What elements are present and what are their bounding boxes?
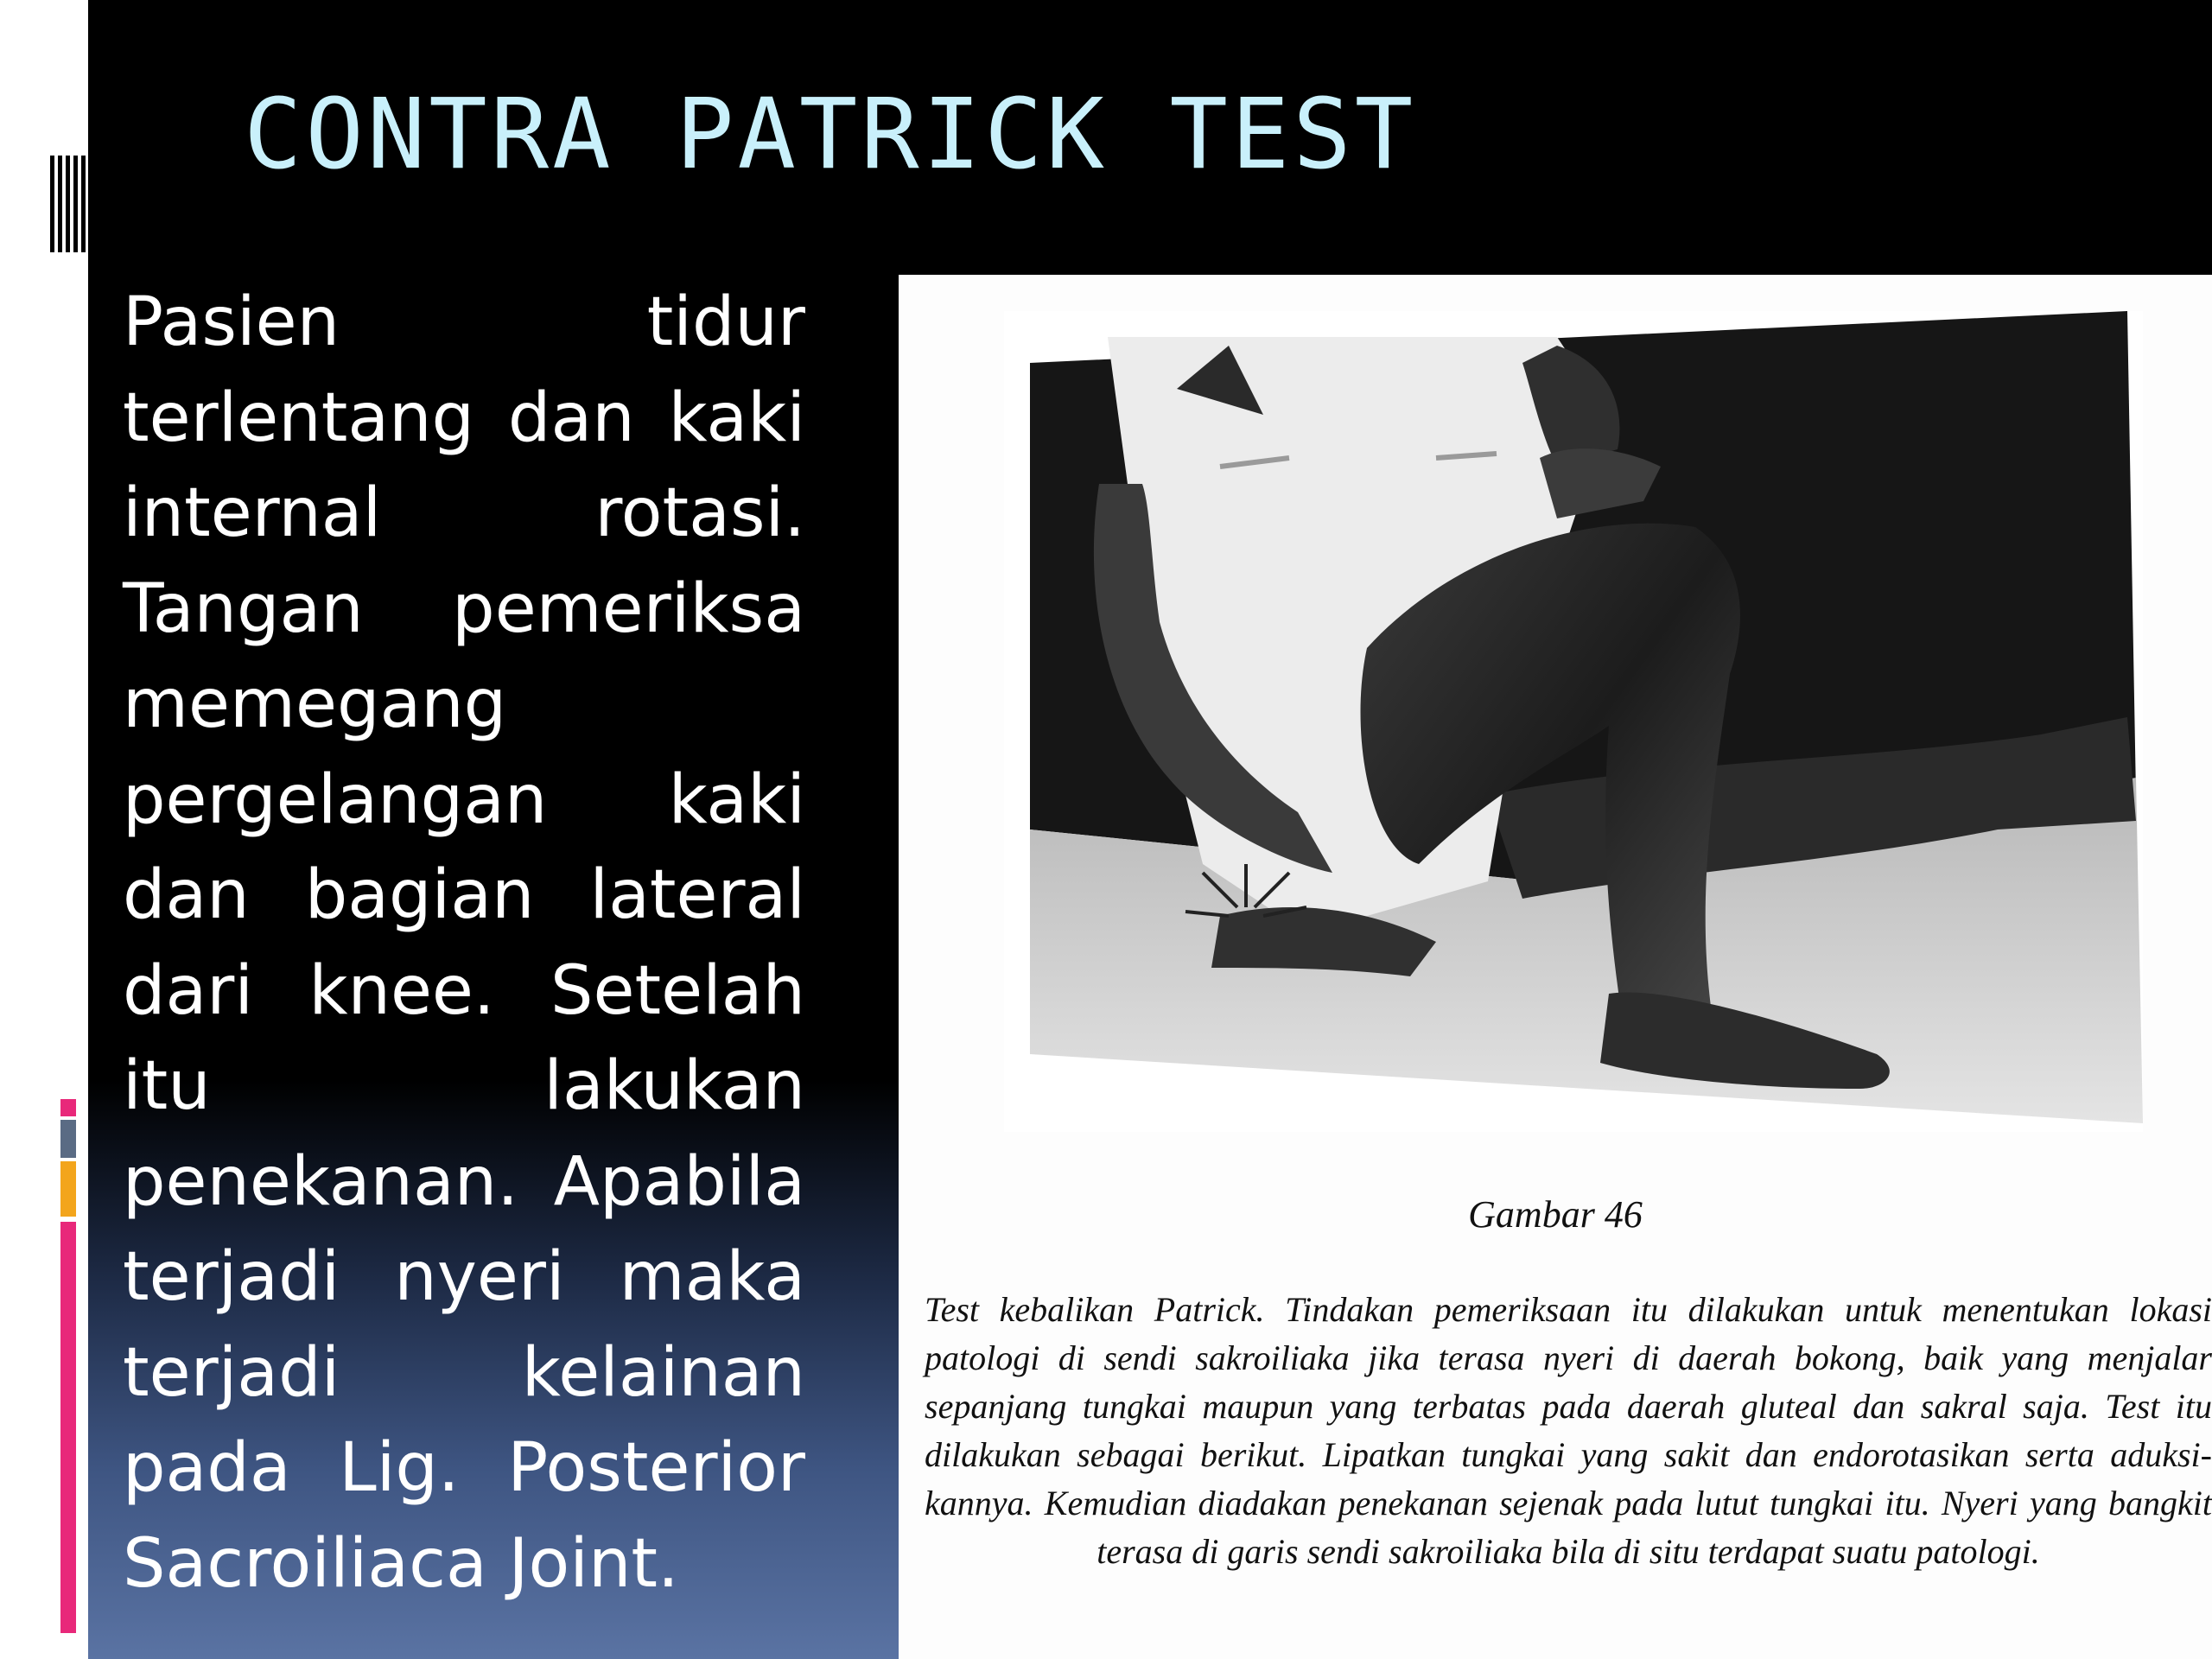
slide-title: CONTRA PATRICK TEST — [244, 79, 1417, 191]
examination-photo — [1004, 311, 2143, 1132]
accent-bar-gray — [60, 1120, 76, 1158]
figure-caption: Gambar 46 — [1468, 1193, 1643, 1236]
accent-bar-orange — [60, 1161, 76, 1217]
slide-body-text: Pasien tidur terlentang dan kaki internal rotasi. Tangan pemeriksa memegang pergelangan kaki dan bagian lateral dari knee. Setelah itu lakukan penekanan. Apabila terjadi nyeri maka terjadi kelainan pada Lig. Posterior Sacroiliaca Joint. — [123, 283, 805, 1603]
left-margin-strip — [0, 0, 88, 1659]
accent-bar-pink — [60, 1222, 76, 1633]
decorative-lines — [50, 156, 88, 252]
scanned-figure — [899, 275, 2212, 1659]
figure-description: Test kebalikan Patrick. Tindakan pemeriksaan itu dilakukan untuk menentukan lokasi patologi di sendi sakroiliaka jika terasa nyeri di daerah bokong, baik yang menjalar sepanjang tungkai maupun yang terbatas pada daerah gluteal dan sakral saja. Test itu dilakukan sebagai berikut. Lipatkan tungkai yang sakit dan endorotasikan serta aduksi-kannya. Kemudian diadakan penekanan sejenak pada lutut tungkai itu. Nyeri yang bangkit terasa di garis sendi sakroiliaka bila di situ terdapat suatu patologi. — [925, 1290, 2212, 1571]
accent-bar-pink-top — [60, 1099, 76, 1116]
